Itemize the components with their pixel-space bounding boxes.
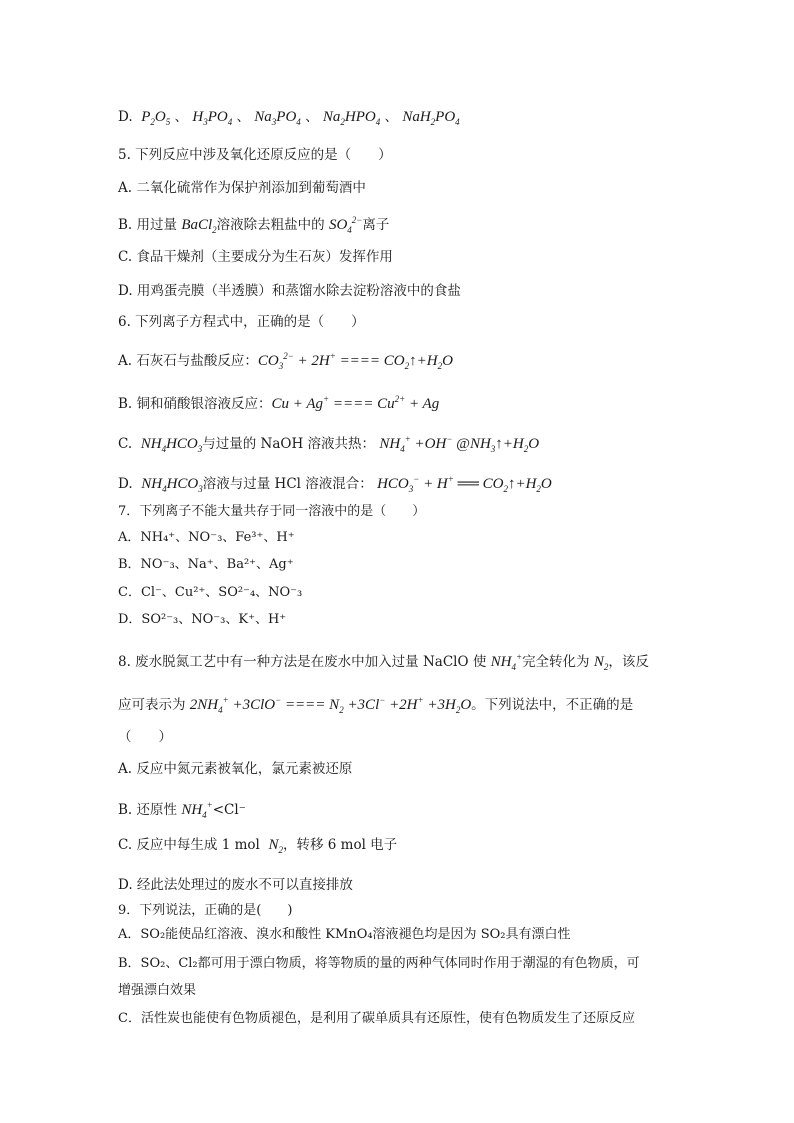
question-8-line-2 (118, 691, 633, 719)
q7-option-b: B．NO⁻₃、Na⁺、Ba²⁺、Ag⁺ (118, 557, 294, 572)
text: C. 反应中每生成 1 mol (118, 837, 260, 853)
text: ，转移 6 mol 电子 (282, 837, 398, 853)
question-8-line-1 (118, 648, 649, 676)
text: A. 石灰石与盐酸反应： (118, 353, 258, 369)
formula-h3po4: $H_3PO_4$ (192, 109, 233, 127)
text: 与过量的 NaOH 溶液共热： (202, 436, 376, 452)
q8-option-d: D. 经此法处理过的废水不可以直接排放 (118, 877, 353, 893)
text: 完全转化为 (522, 654, 590, 670)
formula-na3po4: $Na_3PO_4$ (254, 109, 301, 127)
q7-option-d: D．SO²⁻₃、NO⁻₃、K⁺、H⁺ (118, 612, 287, 627)
question-6: 6. 下列离子方程式中，正确的是（ ） (118, 314, 365, 330)
q5-option-d: D. 用鸡蛋壳膜（半透膜）和蒸馏水除去淀粉溶液中的食盐 (118, 283, 461, 299)
option-d-formulas: D. $P_2O_5$ 、 $H_3PO_4$ 、 $Na_3PO_4$ 、 $Na_2HPO_4$ 、 $NaH_2PO_4$ (118, 109, 460, 127)
text: 离子 (362, 217, 390, 233)
q8-option-a: A. 反应中氮元素被氧化，氯元素被还原 (118, 761, 353, 777)
formula-nh4: $NH_4^+$ (490, 652, 523, 672)
formula-bacl2: BaCl$_2$ (181, 217, 217, 235)
text: B. 铜和硝酸银溶液反应： (118, 396, 272, 412)
text: 应可表示为 (118, 697, 186, 713)
text: 溶液除去粗盐中的 (216, 217, 325, 233)
q5-option-a: A. 二氧化硫常作为保护剂添加到葡萄酒中 (118, 180, 366, 196)
q9-option-c: C．活性炭也能使有色物质褪色，是利用了碳单质具有还原性，使有色物质发生了还原反应 (118, 1011, 635, 1026)
q7-option-c: C．Cl⁻、Cu²⁺、SO²⁻₄、NO⁻₃ (118, 585, 303, 600)
q5-option-b (118, 211, 389, 239)
text: B. 还原性 (118, 802, 178, 818)
equation-a: $CO_3^{2-} + 2H^+$ ==== $CO_2↑+H_2O$ (257, 351, 453, 371)
q8-option-b (118, 796, 246, 824)
q7-option-a: A．NH₄⁺、NO⁻₃、Fe³⁺、H⁺ (118, 530, 295, 545)
formula-nh4hco3: $NH_4HCO_3$ (140, 436, 203, 454)
q6-option-a (118, 347, 453, 375)
q5-option-c: C. 食品干燥剂（主要成分为生石灰）发挥作用 (118, 249, 393, 265)
text: <Cl⁻ (212, 802, 246, 818)
text: 8. 废水脱氮工艺中有一种方法是在废水中加入过量 NaClO 使 (118, 654, 487, 670)
option-label: D. (118, 109, 133, 125)
q9-option-a: A．SO₂能使品红溶液、溴水和酸性 KMnO₄溶液褪色均是因为 SO₂具有漂白性 (118, 927, 571, 942)
formula-nah2po4: $NaH_2PO_4$ (402, 109, 460, 127)
equation-8: $2NH_4^+ +3ClO^-$ ==== $N_2 +3Cl^- +2H^+ +3H_2O$ (189, 695, 472, 715)
formula-nh4hco3: $NH_4HCO_3$ (141, 476, 203, 494)
q6-option-d (118, 470, 552, 498)
question-7: 7．下列离子不能大量共存于同一溶液中的是（ ） (118, 504, 426, 519)
q8-option-c (118, 836, 397, 859)
question-8-line-3: （ ） (118, 729, 172, 745)
q9-option-b-line-1: B．SO₂、Cl₂都可用于漂白物质，将等物质的量的两种气体同时作用于潮湿的有色物质，可 (118, 956, 640, 971)
formula-so4: $SO_4^{2-}$ (328, 215, 363, 235)
text: B. 用过量 (118, 217, 178, 233)
question-9: 9．下列说法，正确的是( ) (118, 903, 293, 918)
text: ，该反 (608, 654, 649, 670)
text: 。下列说法中，不正确的是 (471, 697, 634, 713)
text: 溶液与过量 HCl 溶液混合： (202, 476, 373, 492)
formula-nh4: $NH_4^+$ (181, 800, 213, 820)
q9-option-b-line-2: 增强漂白效果 (118, 983, 197, 998)
formula-n2: $N_2$ (593, 654, 609, 672)
equation-c: $NH_4^+ +OH^-$ $@NH_3↑+H_2O$ (379, 434, 540, 454)
text: C. (118, 436, 133, 452)
equation-b: Cu + Ag+ ==== $Cu^{2+} + Ag$ (271, 394, 440, 412)
formula-p2o5: $P_2O_5$ (141, 109, 171, 127)
text: D. (118, 476, 133, 492)
q6-option-c (118, 430, 539, 458)
formula-na2hpo4: $Na_2HPO_4$ (322, 109, 381, 127)
q6-option-b (118, 390, 439, 413)
equation-d: $HCO_3^- + H^+$ ══ $CO_2↑+H_2O$ (377, 474, 552, 494)
formula-n2: $N_2$ (268, 837, 283, 855)
question-5: 5. 下列反应中涉及氧化还原反应的是（ ） (118, 147, 392, 163)
